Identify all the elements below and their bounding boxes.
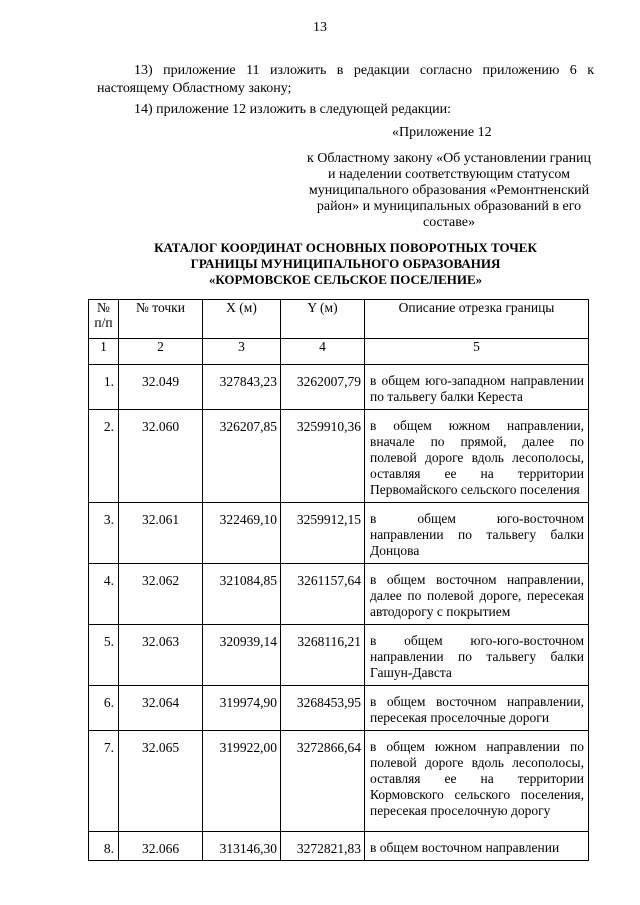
segment-description: в общем юго-западном направлении по тальвегу балки Кереста — [365, 365, 589, 410]
header-y: Y (м) — [281, 300, 365, 339]
catalog-title — [97, 240, 594, 288]
row-number: 3. — [89, 503, 119, 564]
row-number: 8. — [89, 832, 119, 861]
point-number: 32.066 — [119, 832, 203, 861]
x-coordinate: 319974,90 — [203, 686, 281, 731]
table-header-row — [89, 300, 589, 339]
segment-description: в общем юго-юго-восточном направлении по тальвегу балки Гашун-Давста — [365, 625, 589, 686]
col-number-2: 2 — [119, 339, 203, 365]
header-np-line-2: п/п — [94, 315, 113, 330]
table-row — [89, 625, 589, 686]
page-number: 13 — [313, 20, 327, 35]
point-number: 32.061 — [119, 503, 203, 564]
catalog-title-line-3: «КОРМОВСКОЕ СЕЛЬСКОЕ ПОСЕЛЕНИЕ» — [208, 272, 483, 287]
y-coordinate: 3272866,64 — [281, 731, 365, 832]
x-coordinate: 322469,10 — [203, 503, 281, 564]
point-number: 32.060 — [119, 410, 203, 503]
row-number: 7. — [89, 731, 119, 832]
y-coordinate: 3272821,83 — [281, 832, 365, 861]
table-row — [89, 832, 589, 861]
appendix-subtitle: к Областному закону «Об установлении границ и наделении соответствующим статусом муниципального образования «Ремонтненский район» и муниципальных образований в его составе» — [306, 151, 592, 230]
row-number: 6. — [89, 686, 119, 731]
header-x: X (м) — [203, 300, 281, 339]
table-row — [89, 564, 589, 625]
segment-description: в общем юго-восточном направлении по тальвегу балки Донцова — [365, 503, 589, 564]
table-row — [89, 731, 589, 832]
row-number: 1. — [89, 365, 119, 410]
point-number: 32.065 — [119, 731, 203, 832]
table-body — [89, 365, 589, 861]
x-coordinate: 320939,14 — [203, 625, 281, 686]
y-coordinate: 3259912,15 — [281, 503, 365, 564]
paragraph-13: 13) приложение 11 изложить в редакции согласно приложению 6 к настоящему Областному закону; — [97, 63, 594, 96]
header-description: Описание отрезка границы — [365, 300, 589, 339]
col-number-4: 4 — [281, 339, 365, 365]
row-number: 4. — [89, 564, 119, 625]
point-number: 32.062 — [119, 564, 203, 625]
header-np — [89, 300, 119, 339]
row-number: 2. — [89, 410, 119, 503]
col-number-3: 3 — [203, 339, 281, 365]
x-coordinate: 321084,85 — [203, 564, 281, 625]
catalog-title-line-2: ГРАНИЦЫ МУНИЦИПАЛЬНОГО ОБРАЗОВАНИЯ — [190, 256, 501, 271]
coordinates-table — [88, 299, 589, 861]
table-row — [89, 365, 589, 410]
catalog-title-line-1: КАТАЛОГ КООРДИНАТ ОСНОВНЫХ ПОВОРОТНЫХ ТОЧЕК — [154, 240, 537, 255]
header-point: № точки — [119, 300, 203, 339]
row-number: 5. — [89, 625, 119, 686]
col-number-5: 5 — [365, 339, 589, 365]
y-coordinate: 3268116,21 — [281, 625, 365, 686]
y-coordinate: 3261157,64 — [281, 564, 365, 625]
header-np-line-1: № — [97, 300, 110, 315]
table-row — [89, 410, 589, 503]
x-coordinate: 327843,23 — [203, 365, 281, 410]
table-row — [89, 503, 589, 564]
y-coordinate: 3262007,79 — [281, 365, 365, 410]
point-number: 32.063 — [119, 625, 203, 686]
point-number: 32.049 — [119, 365, 203, 410]
segment-description: в общем южном направлении, вначале по прямой, далее по полевой дороге вдоль лесополосы, оставляя ее на территории Первомайского сельского поселения — [365, 410, 589, 503]
y-coordinate: 3259910,36 — [281, 410, 365, 503]
x-coordinate: 319922,00 — [203, 731, 281, 832]
segment-description: в общем восточном направлении, пересекая проселочные дороги — [365, 686, 589, 731]
col-number-1: 1 — [89, 339, 119, 365]
x-coordinate: 326207,85 — [203, 410, 281, 503]
paragraph-14: 14) приложение 12 изложить в следующей редакции: — [134, 102, 451, 117]
segment-description: в общем южном направлении по полевой дороге вдоль лесополосы, оставляя ее на территории Кормовского сельского поселения, пересекая проселочную дорогу — [365, 731, 589, 832]
y-coordinate: 3268453,95 — [281, 686, 365, 731]
segment-description: в общем восточном направлении, далее по полевой дороге, пересекая автодорогу с покрытием — [365, 564, 589, 625]
x-coordinate: 313146,30 — [203, 832, 281, 861]
table-row — [89, 686, 589, 731]
column-number-row — [89, 339, 589, 365]
point-number: 32.064 — [119, 686, 203, 731]
appendix-title: «Приложение 12 — [392, 125, 492, 140]
segment-description: в общем восточном направлении — [365, 832, 589, 861]
